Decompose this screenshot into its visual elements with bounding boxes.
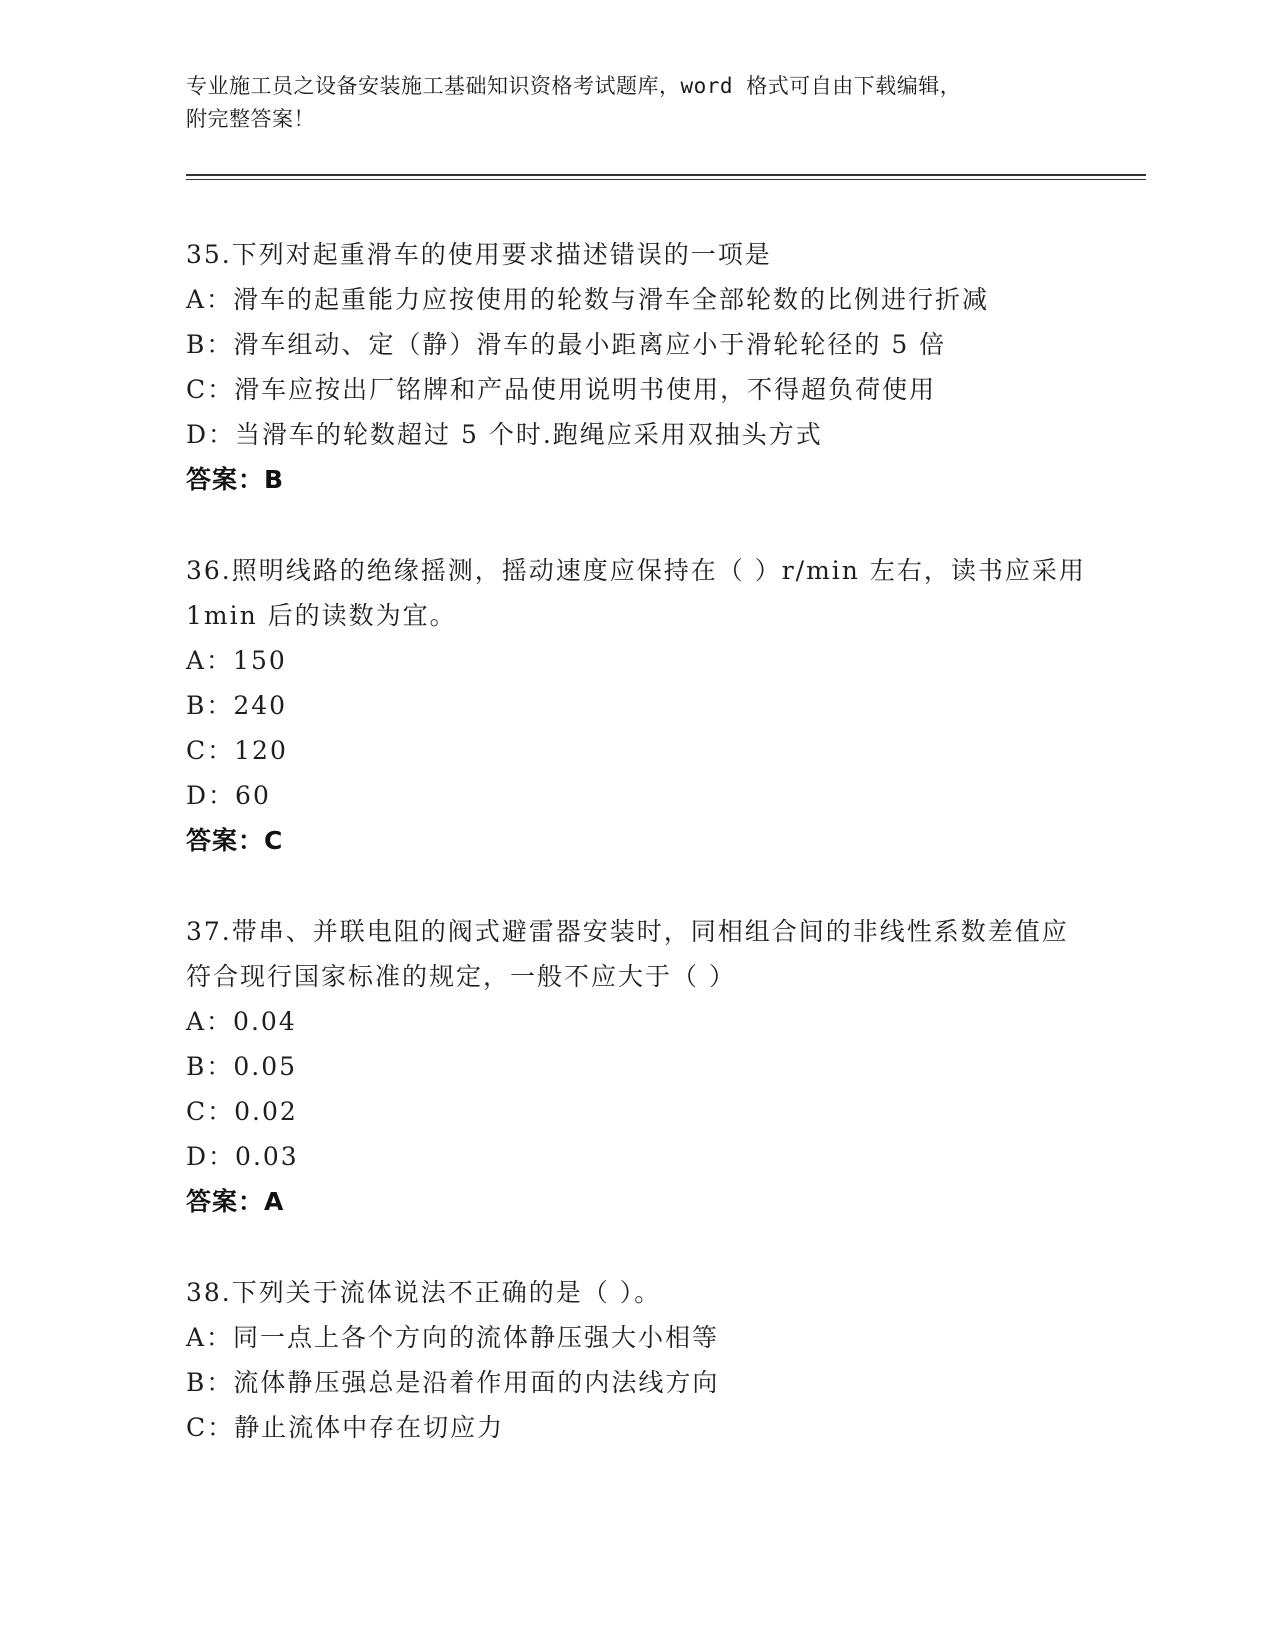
header-divider: [186, 174, 1146, 180]
option-a: A：滑车的起重能力应按使用的轮数与滑车全部轮数的比例进行折减: [186, 285, 990, 314]
option-b: B：0.05: [186, 1052, 298, 1081]
header-line-2: 附完整答案！: [186, 107, 315, 131]
option-b: B：240: [186, 691, 288, 720]
answer-label: 答案：B: [186, 465, 285, 494]
question-stem: 36.照明线路的绝缘摇测，摇动速度应保持在（ ）r/min 左右，读书应采用 1min 后的读数为宜。: [186, 556, 1086, 630]
question-37: [186, 909, 1146, 1224]
option-b: B：滑车组动、定（静）滑车的最小距离应小于滑轮轮径的 5 倍: [186, 330, 947, 359]
option-c: C：滑车应按出厂铭牌和产品使用说明书使用，不得超负荷使用: [186, 375, 937, 404]
option-d: D：60: [186, 781, 271, 810]
option-c: C：120: [186, 736, 288, 765]
document-page: [186, 70, 1146, 1496]
header-line-1: 专业施工员之设备安装施工基础知识资格考试题库，word 格式可自由下载编辑，: [186, 74, 962, 98]
question-stem: 37.带串、并联电阻的阀式避雷器安装时，同相组合间的非线性系数差值应符合现行国家标准的规定，一般不应大于（ ）: [186, 917, 1069, 991]
answer-label: 答案：A: [186, 1187, 285, 1216]
question-list: [186, 232, 1146, 1450]
option-d: D：0.03: [186, 1142, 299, 1171]
question-stem: 35.下列对起重滑车的使用要求描述错误的一项是: [186, 240, 772, 269]
option-a: A：150: [186, 646, 287, 675]
option-c: C：0.02: [186, 1097, 298, 1126]
option-b: B：流体静压强总是沿着作用面的内法线方向: [186, 1368, 720, 1397]
question-36: [186, 548, 1146, 863]
question-38: [186, 1270, 1146, 1450]
option-c: C：静止流体中存在切应力: [186, 1413, 505, 1442]
option-d: D：当滑车的轮数超过 5 个时.跑绳应采用双抽头方式: [186, 420, 823, 449]
document-header: [186, 70, 1146, 136]
question-35: [186, 232, 1146, 502]
answer-label: 答案：C: [186, 826, 284, 855]
option-a: A：0.04: [186, 1007, 297, 1036]
question-stem: 38.下列关于流体说法不正确的是（ ）。: [186, 1278, 662, 1307]
option-a: A：同一点上各个方向的流体静压强大小相等: [186, 1323, 720, 1352]
